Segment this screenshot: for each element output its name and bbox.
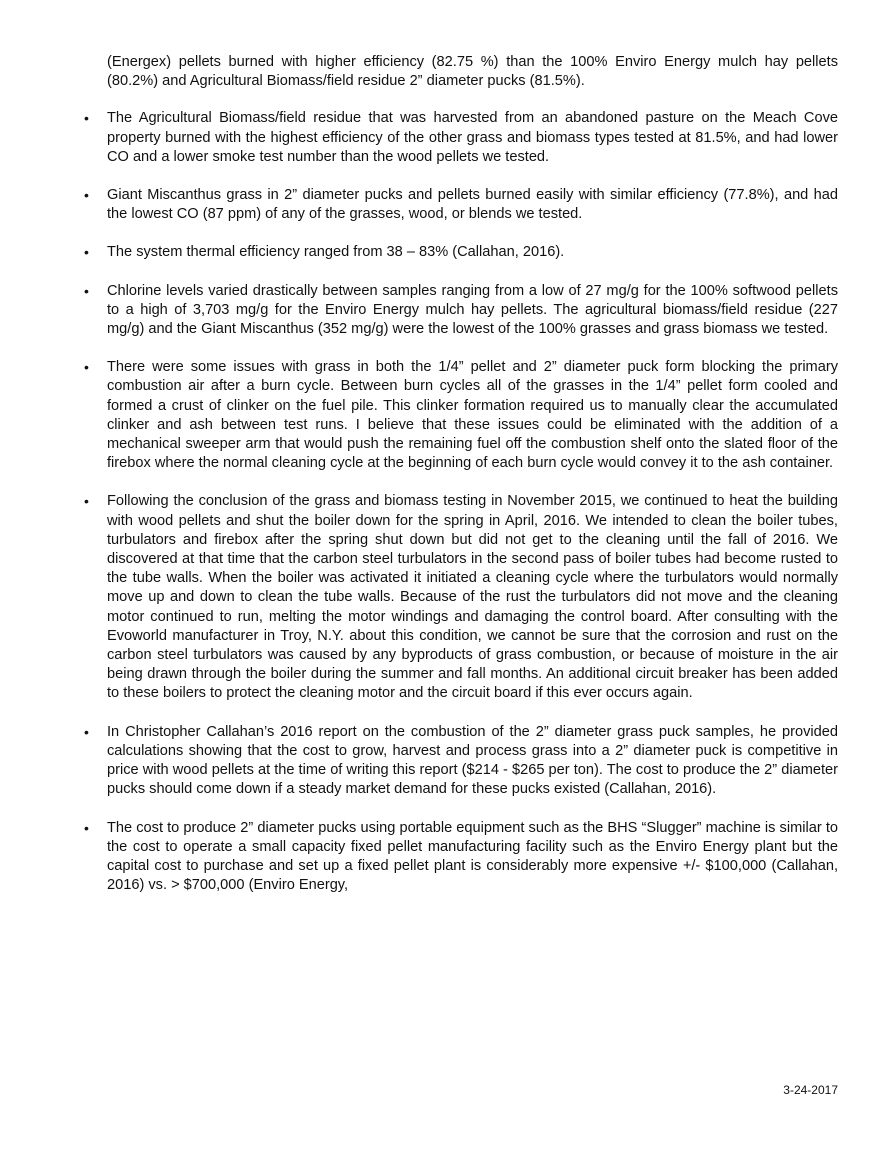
bullet-text: There were some issues with grass in both the 1/4” pellet and 2” diameter puck form blocking the primary combustion air after a burn cycle. Between burn cycles all of the grasses in the 1/4” pellet form cooled and formed a crust of clinker on the fuel pile. This clinker formation required us to manually clear the accumulated clinker and ash between test runs. I believe that these issues could be eliminated with the addition of a mechanical sweeper arm that would push the remaining fuel off the combustion shelf onto the slated floor of the firebox where the normal cleaning cycle at the beginning of each burn cycle would convey it to the ash container. bbox=[107, 359, 838, 472]
bullet-item bbox=[84, 186, 838, 224]
bullet-icon: • bbox=[84, 110, 89, 127]
bullet-icon: • bbox=[84, 187, 89, 204]
bullet-text: In Christopher Callahan’s 2016 report on the combustion of the 2” diameter grass puck samples, he provided calculations showing that the cost to grow, harvest and process grass into a 2” diameter puck is competitive in price with wood pellets at the time of writing this report ($214 - $265 per ton). The cost to produce the 2” diameter pucks should come down if a steady market demand for these pucks existed (Callahan, 2016). bbox=[107, 723, 838, 798]
bullet-text: Giant Miscanthus grass in 2” diameter pucks and pellets burned easily with similar efficiency (77.8%), and had the lowest CO (87 ppm) of any of the grasses, wood, or blends we tested. bbox=[107, 187, 838, 223]
bullet-item bbox=[84, 358, 838, 473]
bullet-icon: • bbox=[84, 244, 89, 261]
bullet-icon: • bbox=[84, 359, 89, 376]
bullet-icon: • bbox=[84, 282, 89, 299]
bullet-text: Chlorine levels varied drastically between samples ranging from a low of 27 mg/g for the 100% softwood pellets to a high of 3,703 mg/g for the Enviro Energy mulch hay pellets. The agricultural biomass/field residue (227 mg/g) and the Giant Miscanthus (352 mg/g) were the lowest of the 100% grasses and grass biomass we tested. bbox=[107, 282, 838, 338]
document-body bbox=[84, 53, 838, 914]
bullet-item bbox=[84, 243, 838, 262]
bullet-text: The system thermal efficiency ranged from 38 – 83% (Callahan, 2016). bbox=[107, 244, 565, 261]
bullet-item bbox=[84, 109, 838, 167]
bullet-text: The Agricultural Biomass/field residue that was harvested from an abandoned pasture on the Meach Cove property burned with the highest efficiency of the other grass and biomass types tested at 81.5%, and had lower CO and a lower smoke test number than the wood pellets we tested. bbox=[107, 110, 838, 165]
bullet-item bbox=[84, 819, 838, 896]
bullet-item bbox=[84, 723, 838, 800]
intro-paragraph: (Energex) pellets burned with higher efficiency (82.75 %) than the 100% Enviro Energy mulch hay pellets (80.2%) and Agricultural Biomass/field residue 2” diameter pucks (81.5%). bbox=[107, 54, 838, 90]
bullet-item bbox=[84, 282, 838, 340]
bullet-icon: • bbox=[84, 819, 89, 836]
bullet-icon: • bbox=[84, 493, 89, 510]
bullet-icon: • bbox=[84, 723, 89, 740]
bullet-text: Following the conclusion of the grass and biomass testing in November 2015, we continued to heat the building with wood pellets and shut the boiler down for the spring in April, 2016. We intended to clean the boiler tubes, turbulators and firebox after the spring shut down but did not get to the cleaning until the fall of 2016. We discovered at that time that the carbon steel turbulators in the second pass of boiler tubes had become rusted to the tube walls. When the boiler was activated it initiated a cleaning cycle where the turbulators would normally move up and down to clean the tube walls. Because of the rust the turbulators did not move and the cleaning motor continued to run, melting the motor windings and damaging the control board. After consulting with the Evoworld manufacturer in Troy, N.Y. about this condition, we cannot be sure that the corrosion and rust on the carbon steel turbulators was caused by any byproducts of grass combustion, or because of moisture in the air being drawn through the boiler during the summer and fall months. An additional circuit breaker has been added to these boilers to protect the cleaning motor and the circuit board if this ever occurs again. bbox=[107, 493, 838, 702]
footer-date: 3-24-2017 bbox=[783, 1083, 838, 1097]
bullet-item bbox=[84, 492, 838, 703]
bullet-text: The cost to produce 2” diameter pucks using portable equipment such as the BHS “Slugger” machine is similar to the cost to operate a small capacity fixed pellet manufacturing facility such as the Enviro Energy plant but the capital cost to purchase and set up a fixed pellet plant is considerably more expensive +/- $100,000 (Callahan, 2016) vs. > $700,000 (Enviro Energy, bbox=[107, 819, 838, 894]
